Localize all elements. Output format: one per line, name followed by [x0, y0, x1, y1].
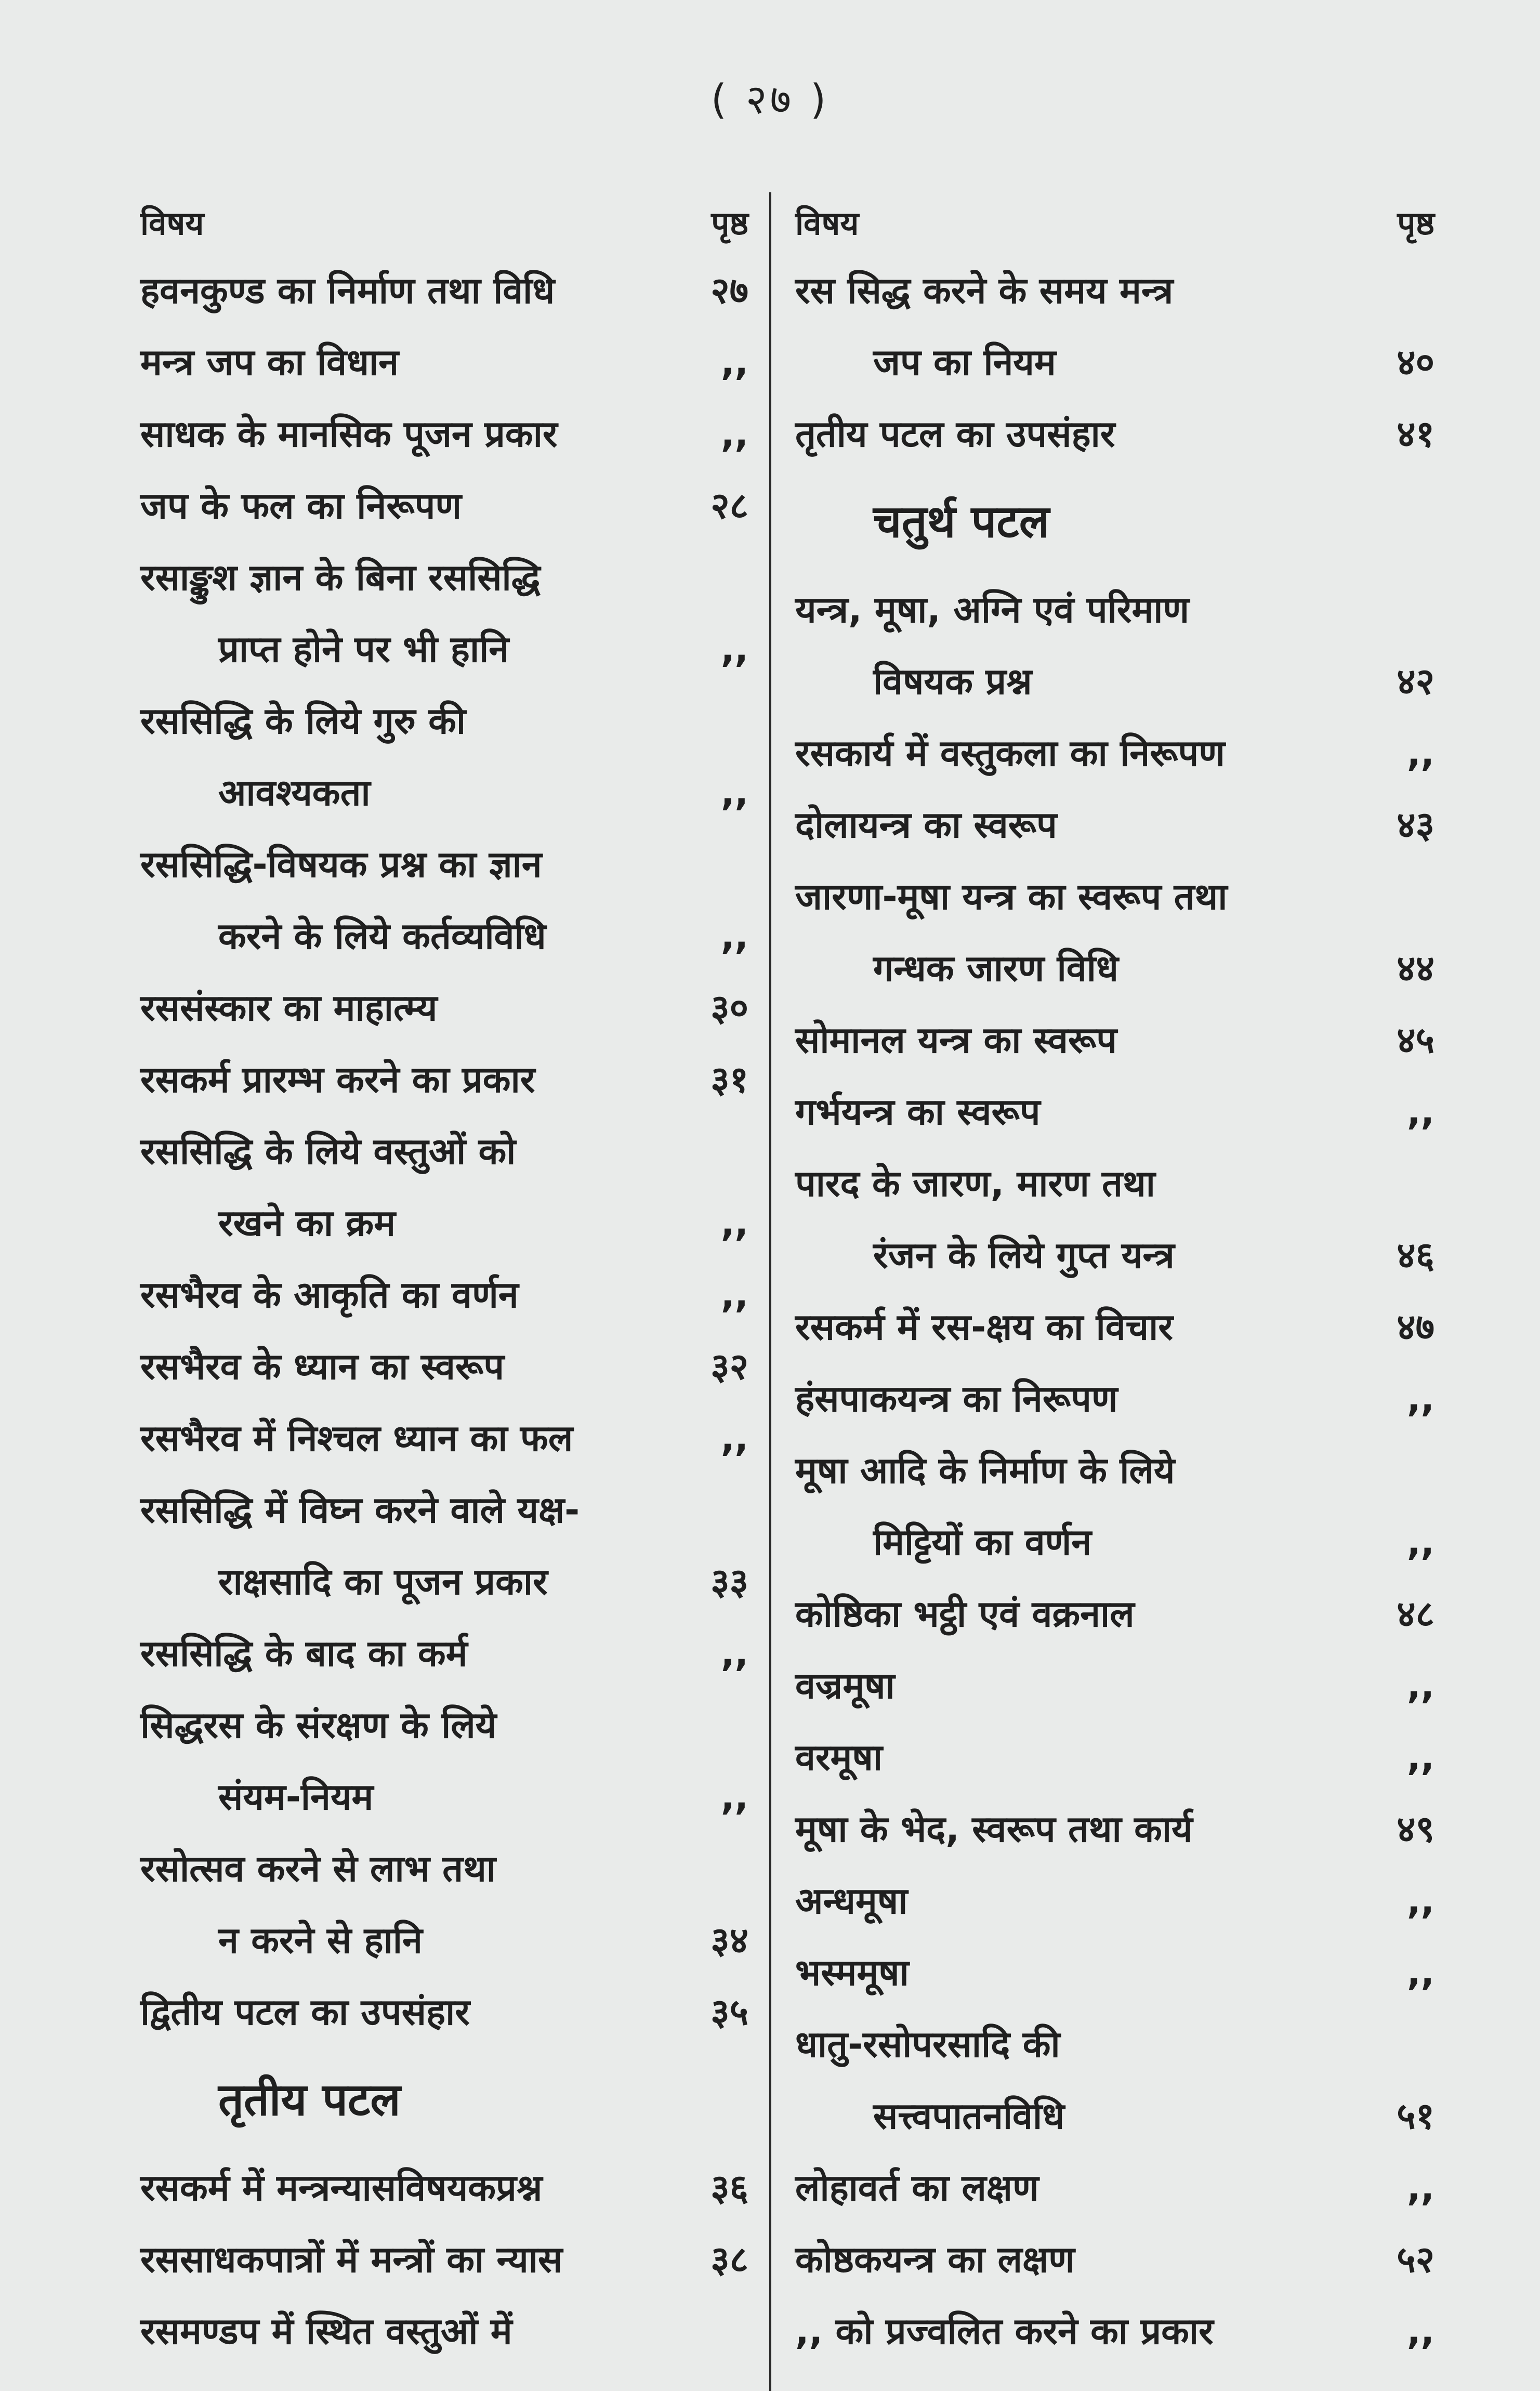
subject-heading: विषय: [140, 204, 204, 242]
toc-entry-title: [795, 1076, 1357, 1148]
toc-entry-title: [795, 1148, 1357, 1291]
toc-entry-page: ४३: [1397, 804, 1434, 846]
toc-entry-title: [140, 1618, 670, 1689]
toc-entry-title: [140, 1331, 670, 1402]
toc-entry-title: [140, 1259, 670, 1331]
toc-entry-page: ,,: [1406, 732, 1434, 774]
toc-entry-title: [795, 2224, 1357, 2295]
toc-entry-title-continuation: विषयक प्रश्न: [873, 660, 1032, 703]
toc-entry-title: [795, 255, 1357, 398]
toc-entry-title-continuation: करने के लिये कर्तव्यविधि: [218, 915, 546, 957]
toc-entry-title: [795, 1291, 1357, 1363]
toc-entry-title: [795, 1937, 1357, 2008]
toc-entry-title-line: रस सिद्ध करने के समय मन्त्र: [795, 269, 1174, 312]
toc-entry-title-line: पारद के जारण, मारण तथा: [795, 1162, 1155, 1205]
toc-entry: [795, 255, 1434, 398]
toc-entry: [795, 789, 1434, 861]
toc-entry: [795, 1148, 1434, 1291]
toc-entry-title-line: रसकर्म प्रारम्भ करने का प्रकार: [140, 1058, 535, 1101]
toc-entry-title-line: रससिद्धि में विघ्न करने वाले यक्ष-: [140, 1489, 580, 1531]
toc-entry-title: [795, 1578, 1357, 1650]
toc-entry-page: ४४: [1397, 947, 1434, 990]
toc-entry-title-continuation: न करने से हानि: [218, 1919, 423, 1962]
toc-entry-title: [140, 2295, 670, 2367]
toc-entry-title: [795, 717, 1357, 789]
toc-entry-page: ,,: [720, 341, 748, 384]
toc-entry-title: [140, 255, 670, 326]
left-column: [140, 187, 748, 2367]
section-title-fourth-patal: चतुर्थ पटल: [873, 496, 1050, 548]
toc-entry-title-line: सिद्धरस के संरक्षण के लिये: [140, 1704, 497, 1746]
toc-entry: [140, 2224, 748, 2295]
page-heading: पृष्ठ: [711, 204, 748, 242]
toc-entry-page: ,,: [720, 628, 748, 671]
toc-entry-page: ३०: [710, 987, 748, 1029]
toc-entry-page: ,,: [720, 771, 748, 814]
toc-entry: [795, 574, 1434, 717]
toc-entry-title-line: गर्भयन्त्र का स्वरूप: [795, 1091, 1041, 1133]
toc-entry: [795, 2295, 1434, 2367]
toc-entry-title-line: साधक के मानसिक पूजन प्रकार: [140, 413, 558, 455]
toc-entry-page: ३४: [710, 1919, 748, 1962]
toc-entry-title-line: सोमानल यन्त्र का स्वरूप: [795, 1019, 1117, 1061]
toc-entry-title: [795, 861, 1357, 1004]
toc-entry: [795, 2152, 1434, 2224]
toc-entry-title-continuation: आवश्यकता: [218, 771, 371, 814]
toc-entry-page: ,,: [720, 413, 748, 455]
toc-entry: [795, 717, 1434, 789]
toc-entry: [795, 1722, 1434, 1793]
toc-entry-title-line: रसाङ्कुश ज्ञान के बिना रससिद्धि: [140, 556, 541, 599]
toc-entry-page: ,,: [1406, 2310, 1434, 2353]
toc-entry-page: ४८: [1397, 1593, 1434, 1635]
toc-entry-title-line: वरमूषा: [795, 1736, 883, 1779]
toc-entry-title-line: मन्त्र जप का विधान: [140, 341, 399, 384]
toc-entry-page: ,,: [1406, 1664, 1434, 1707]
toc-entry-title: [140, 1833, 670, 1976]
toc-entry-page: ,,: [1406, 2166, 1434, 2209]
toc-entry-page: ,,: [1406, 1951, 1434, 1994]
toc-entry-page: ४१: [1397, 413, 1434, 455]
toc-entry-title-line: कोष्ठिका भट्ठी एवं वक्रनाल: [795, 1593, 1135, 1635]
toc-entry-title: [795, 1650, 1357, 1722]
toc-entry-title: [140, 2152, 670, 2224]
toc-entry-title: [795, 2295, 1357, 2367]
toc-entry: [140, 1115, 748, 1259]
toc-entry-title: [140, 1976, 670, 2048]
toc-entry-title-line: अन्धमूषा: [795, 1880, 908, 1922]
toc-entry: [140, 542, 748, 685]
toc-entry-title-line: द्वितीय पटल का उपसंहार: [140, 1991, 470, 2033]
toc-entry-title-line: रसभैरव के ध्यान का स्वरूप: [140, 1345, 505, 1388]
toc-entry-page: ,,: [720, 915, 748, 957]
toc-entry-title-line: रसकर्म में रस-क्षय का विचार: [795, 1306, 1173, 1348]
toc-entry-title: [795, 1722, 1357, 1793]
toc-entry: [140, 1402, 748, 1474]
toc-entry-page: ३१: [710, 1058, 748, 1101]
toc-entry-title: [795, 1363, 1357, 1435]
toc-entry-title-line: रसोत्सव करने से लाभ तथा: [140, 1847, 496, 1890]
subject-heading: विषय: [795, 204, 859, 242]
toc-entry-title: [795, 398, 1357, 470]
section-title-third-patal: तृतीय पटल: [218, 2074, 401, 2126]
toc-entry-page: ,,: [1406, 1091, 1434, 1133]
toc-entry-title-line: लोहावर्त का लक्षण: [795, 2166, 1039, 2209]
toc-entry-title-line: तृतीय पटल का उपसंहार: [795, 413, 1115, 455]
toc-entry: [140, 2295, 748, 2367]
toc-entry-title-line: जप के फल का निरूपण: [140, 484, 462, 527]
toc-entry-title-continuation: रखने का क्रम: [218, 1202, 396, 1244]
toc-entry-title: [140, 1689, 670, 1833]
toc-entry-title-line: मूषा के भेद, स्वरूप तथा कार्य: [795, 1808, 1193, 1850]
toc-entry-page: ४०: [1397, 341, 1434, 384]
toc-entry: [140, 829, 748, 972]
toc-entry-title: [140, 972, 670, 1044]
toc-entry: [795, 1363, 1434, 1435]
toc-entry-title-line: मूषा आदि के निर्माण के लिये: [795, 1449, 1175, 1492]
toc-entry-page: ,,: [1406, 1377, 1434, 1420]
toc-entry: [140, 1474, 748, 1618]
toc-entry-title: [795, 1793, 1357, 1865]
toc-entry: [795, 861, 1434, 1004]
toc-entry-title-line: रसभैरव में निश्चल ध्यान का फल: [140, 1417, 573, 1460]
toc-entry-page: ,,: [720, 1776, 748, 1818]
toc-entry-title-line: रसकार्य में वस्तुकला का निरूपण: [795, 732, 1225, 774]
toc-entry-title: [140, 1474, 670, 1618]
toc-entry-title: [140, 1044, 670, 1115]
right-column: [795, 187, 1434, 2367]
toc-entry-title-line: हवनकुण्ड का निर्माण तथा विधि: [140, 269, 555, 312]
toc-entry-page: ३८: [710, 2238, 748, 2281]
page-heading: पृष्ठ: [1397, 204, 1434, 242]
toc-entry-title-line: रससिद्धि के लिये गुरु की: [140, 700, 466, 742]
right-entries-a: [795, 255, 1434, 470]
toc-entry-title-line: भस्ममूषा: [795, 1951, 909, 1994]
toc-entry-page: ,,: [720, 1632, 748, 1675]
toc-entry-title-continuation: गन्धक जारण विधि: [873, 947, 1118, 990]
toc-entry: [795, 398, 1434, 470]
toc-entry: [140, 326, 748, 398]
toc-entry: [795, 1578, 1434, 1650]
toc-entry-title-continuation: प्राप्त होने पर भी हानि: [218, 628, 509, 671]
left-entries-b: [140, 2152, 748, 2367]
toc-entry-page: ३५: [710, 1991, 748, 2033]
toc-entry: [795, 2008, 1434, 2152]
toc-entry: [795, 1435, 1434, 1578]
toc-entry-page: ,,: [720, 1417, 748, 1460]
toc-entry: [140, 685, 748, 829]
toc-entry-page: ,,: [720, 1202, 748, 1244]
toc-entry-title-line: रससंस्कार का माहात्म्य: [140, 987, 438, 1029]
toc-entry-title: [795, 1865, 1357, 1937]
toc-entry-title-continuation: सत्त्वपातनविधि: [873, 2095, 1065, 2137]
toc-entry-title: [795, 2152, 1357, 2224]
toc-entry-page: ३३: [710, 1560, 748, 1603]
toc-entry-page: ,,: [1406, 1880, 1434, 1922]
right-entries-b: [795, 574, 1434, 2367]
toc-entry-title-line: रससिद्धि के लिये वस्तुओं को: [140, 1130, 516, 1173]
toc-entry-title-line: यन्त्र, मूषा, अग्नि एवं परिमाण: [795, 588, 1189, 631]
toc-entry-title-line: रससिद्धि के बाद का कर्म: [140, 1632, 468, 1675]
toc-entry: [140, 972, 748, 1044]
toc-entry-title: [140, 1115, 670, 1259]
toc-entry-title: [795, 2008, 1357, 2152]
toc-entry: [140, 1833, 748, 1976]
toc-entry-page: ४५: [1397, 1019, 1434, 1061]
toc-entry-title-line: कोष्ठकयन्त्र का लक्षण: [795, 2238, 1075, 2281]
toc-entry-title-line: रसकर्म में मन्त्रन्यासविषयकप्रश्न: [140, 2166, 543, 2209]
toc-entry-title-line: रसमण्डप में स्थित वस्तुओं में: [140, 2310, 512, 2353]
toc-entry-title-line: हंसपाकयन्त्र का निरूपण: [795, 1377, 1118, 1420]
toc-entry-page: ४७: [1397, 1306, 1434, 1348]
toc-entry-title-continuation: राक्षसादि का पूजन प्रकार: [218, 1560, 548, 1603]
toc-entry-title-line: रससाधकपात्रों में मन्त्रों का न्यास: [140, 2238, 563, 2281]
toc-entry: [795, 1076, 1434, 1148]
toc-entry-title-continuation: जप का नियम: [873, 341, 1056, 384]
toc-entry-page: ४९: [1397, 1808, 1434, 1850]
toc-entry-title: [140, 829, 670, 972]
toc-entry-title: [795, 574, 1357, 717]
toc-entry-title: [140, 685, 670, 829]
toc-entry-page: ,,: [1406, 1521, 1434, 1564]
toc-entry: [140, 470, 748, 542]
toc-entry-title: [140, 542, 670, 685]
toc-entry-title: [140, 1402, 670, 1474]
toc-entry-page: २७: [710, 269, 748, 312]
right-column-header: [795, 187, 1434, 244]
toc-entry-title: [795, 789, 1357, 861]
toc-entry-title: [140, 2224, 670, 2295]
toc-entry-title-line: जारणा-मूषा यन्त्र का स्वरूप तथा: [795, 875, 1228, 918]
page-number: ( २७ ): [710, 76, 830, 123]
toc-entry-title: [795, 1004, 1357, 1076]
toc-entry-title: [140, 398, 670, 470]
toc-entry: [795, 2224, 1434, 2295]
toc-entry: [140, 1976, 748, 2048]
toc-entry-title-continuation: मिट्टियों का वर्णन: [873, 1521, 1092, 1564]
toc-entry-page: ४६: [1397, 1234, 1434, 1277]
toc-entry-page: २८: [710, 484, 748, 527]
toc-entry-page: ४२: [1397, 660, 1434, 703]
toc-entry: [795, 1865, 1434, 1937]
toc-entry-page: ५२: [1397, 2238, 1434, 2281]
toc-entry: [140, 255, 748, 326]
toc-entry: [795, 1793, 1434, 1865]
toc-entry: [795, 1650, 1434, 1722]
toc-entry-page: ,,: [1406, 1736, 1434, 1779]
toc-entry-title: [140, 470, 670, 542]
toc-entry: [140, 398, 748, 470]
toc-entry-page: ३२: [710, 1345, 748, 1388]
toc-entry-title-continuation: संयम-नियम: [218, 1776, 374, 1818]
toc-entry-title-continuation: रंजन के लिये गुप्त यन्त्र: [873, 1234, 1175, 1277]
toc-entry-page: ३६: [710, 2166, 748, 2209]
toc-entry: [140, 2152, 748, 2224]
toc-entry-title-line: धातु-रसोपरसादि की: [795, 2023, 1060, 2066]
toc-entry-title-line: ,, को प्रज्वलित करने का प्रकार: [795, 2310, 1214, 2353]
toc-entry: [795, 1004, 1434, 1076]
toc-entry-title-line: दोलायन्त्र का स्वरूप: [795, 804, 1057, 846]
toc-entry-title-line: वज्रमूषा: [795, 1664, 895, 1707]
toc-entry: [795, 1291, 1434, 1363]
toc-entry-title: [795, 1435, 1357, 1578]
toc-entry-title-line: रसभैरव के आकृति का वर्णन: [140, 1273, 519, 1316]
toc-entry: [140, 1689, 748, 1833]
toc-entry: [140, 1331, 748, 1402]
toc-entry-page: ,,: [720, 1273, 748, 1316]
toc-entry-page: ५१: [1397, 2095, 1434, 2137]
column-divider: [769, 192, 771, 2391]
toc-entry-title: [140, 326, 670, 398]
toc-entry: [140, 1044, 748, 1115]
toc-entry: [795, 1937, 1434, 2008]
left-entries-a: [140, 255, 748, 2048]
toc-entry: [140, 1618, 748, 1689]
toc-entry: [140, 1259, 748, 1331]
left-column-header: [140, 187, 748, 244]
toc-entry-title-line: रससिद्धि-विषयक प्रश्न का ज्ञान: [140, 843, 542, 886]
